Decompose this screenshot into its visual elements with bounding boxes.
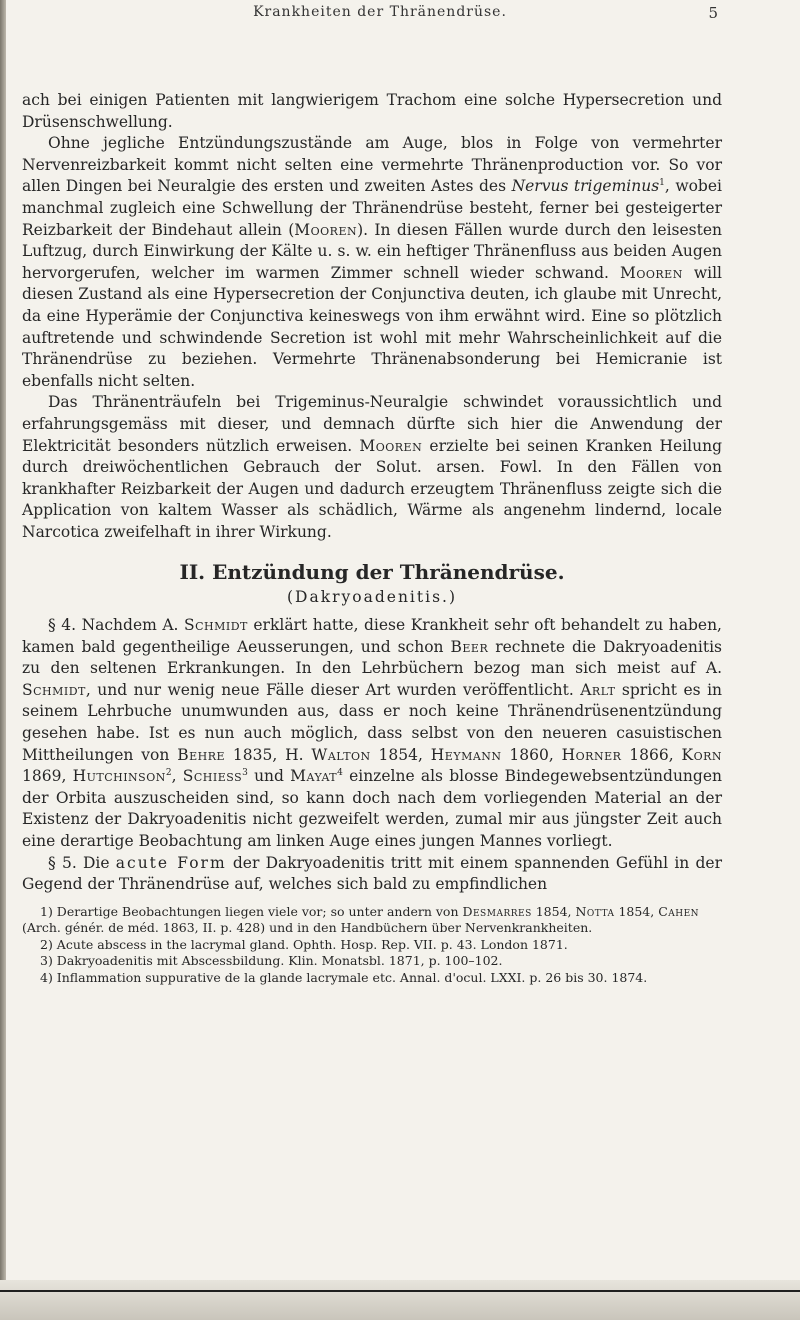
footnote-4: 4) Inflammation suppurative de la glande lacrymale etc. Annal. d'ocul. LXXI. p. 26 bis 30. 1874. [40,969,648,985]
author-name: Arlt [580,680,616,699]
author-name: Schmidt [183,616,248,635]
section-heading: II. Entzündung der Thränendrüse. [179,560,565,585]
footnote-1: 1) Derartige Beobachtungen liegen viele vor; so unter andern von Desmarres 1854, Notta 1854, Cahen (Arch. génér. de méd. 1863, II. p. 428) und in den Handbüchern über Nervenkrankheiten. [22,903,700,936]
footnotes [22,904,722,987]
author-name: Walton [311,745,371,764]
paragraph-4: § 5. Die acute Form der Dakryoadenitis tritt mit einem spannenden Gefühl in der Gegend der Thränendrüse auf, welches sich bald zu empfindlichen [22,853,722,894]
paragraph-2: Das Thränenträufeln bei Trigeminus-Neuralgie schwindet voraussichtlich und erfahrungsgemäss mit dieser, und demnach dürfte sich hier die Anwendung der Elektricität besonders nützlich erweisen. Mooren erzielte bei seinen Kranken Heilung durch dreiwöchentlichen Gebrauch der Solut. arsen. Fowl. In den Fällen von krankhafter Reizbarkeit der Augen und dadurch erzeugtem Thränenfluss zeigte sich die Application von kaltem Wasser als schädlich, Wärme als angenehm lindernd, locale Narcotica zweifelhaft in ihrer Wirkung. [22,393,722,541]
author-name: Schiess [182,767,243,786]
footnote-3: 3) Dakryoadenitis mit Abscessbildung. Klin. Monatsbl. 1871, p. 100–102. [40,953,503,969]
author-name: Beer [450,637,489,656]
page-bottom-shadow [0,1280,800,1320]
author-name: Korn [681,745,722,764]
term-acute-form: acute Form [115,853,227,872]
footnote-2: 2) Acute abscess in the lacrymal gland. Ophth. Hosp. Rep. VII. p. 43. London 1871. [40,936,568,952]
author-name: Hutchinson [72,767,166,786]
author-name: Mooren [294,220,358,239]
author-name: Heymann [430,745,502,764]
footnote-ref-4: 4 [337,768,343,779]
footnote-ref-2: 2 [165,768,172,779]
term-nervus-trigeminus: Nervus trigeminus [511,177,660,196]
footnote-ref-3: 3 [242,768,248,779]
page-bottom-rule [0,1290,800,1292]
running-header: Krankheiten der Thränendrüse. [253,4,507,20]
author-name: Horner [561,745,622,764]
paragraph-1-continued: Ohne jegliche Entzündungszustände am Auge, blos in Folge von vermehrter Nervenreizbarkeit kommt nicht selten eine vermehrte Thränenproduction vor. So vor allen Dingen bei Neuralgie des ersten und zweiten Astes des Nervus trigeminus$^1$, wobei manchmal zugleich eine Schwellung der Thränendrüse besteht, ferner bei gesteigerter Reizbarkeit der Bindehaut allein (Mooren). In diesen Fällen wurde durch den leisesten Luftzug, durch Einwirkung der Kälte u. s. w. ein heftiger Thränenfluss aus beiden Augen hervorgerufen, welcher im warmen Zimmer schnell wieder schwand. Mooren will diesen Zustand als eine Hypersecretion der Conjunctiva deuten, ich glaube mit Unrecht, da eine Hyperämie der Conjunctiva keineswegs von ihm erwähnt wird. Eine so plötzlich auftretende und schwindende Secretion ist wohl mit mehr Wahrscheinlichkeit auf die Thränendrüse zu beziehen. Vermehrte Thränenabsonderung bei Hemicranie ist ebenfalls nicht selten. [22,134,723,390]
author-name: Cahen [658,903,700,919]
section-subheading: (Dakryoadenitis.) [287,588,457,607]
page-body [22,90,722,986]
footnote-ref-1: 1 [659,178,665,189]
page-number: 5 [708,4,718,22]
author-name: Schmidt [22,680,86,699]
book-spine-shadow [0,0,6,1320]
author-name: Desmarres [462,903,532,919]
author-name: Behre [177,745,226,764]
author-name: Mooren [619,263,683,282]
author-name: Mooren [359,436,423,455]
author-name: Notta [575,903,615,919]
author-name: Mayat [290,767,338,786]
paragraph-3: § 4. Nachdem A. Schmidt erklärt hatte, diese Krankheit sehr oft behandelt zu haben, kamen bald gegentheilige Aeusserungen, und schon Beer rechnete die Dakryoadenitis zu den seltenen Erkrankungen. In den Lehrbüchern bezog man sich meist auf A. Schmidt, und nur wenig neue Fälle dieser Art wurden veröffentlicht. Arlt spricht es in seinem Lehrbuche unumwunden aus, dass er noch keine Thränendrüsenentzündung gesehen habe. Ist es nun auch möglich, dass selbst von den neueren casuistischen Mittheilungen von Behre 1835, H. Walton 1854, Heymann 1860, Horner 1866, Korn 1869, Hutchinson$^2$, Schiess$^3$ und Mayat$^4$ einzelne als blosse Bindegewebsentzündungen der Orbita auszuscheiden sind, so kann doch nach dem vorliegenden Material an der Existenz der Dakryoadenitis nicht gezweifelt werden, zumal mir aus jüngster Zeit auch eine derartige Beobachtung am linken Auge eines jungen Mannes vorliegt. [22,616,723,850]
paragraph-1: ach bei einigen Patienten mit langwierigem Trachom eine solche Hypersecretion und Drüsenschwellung. [22,91,722,131]
